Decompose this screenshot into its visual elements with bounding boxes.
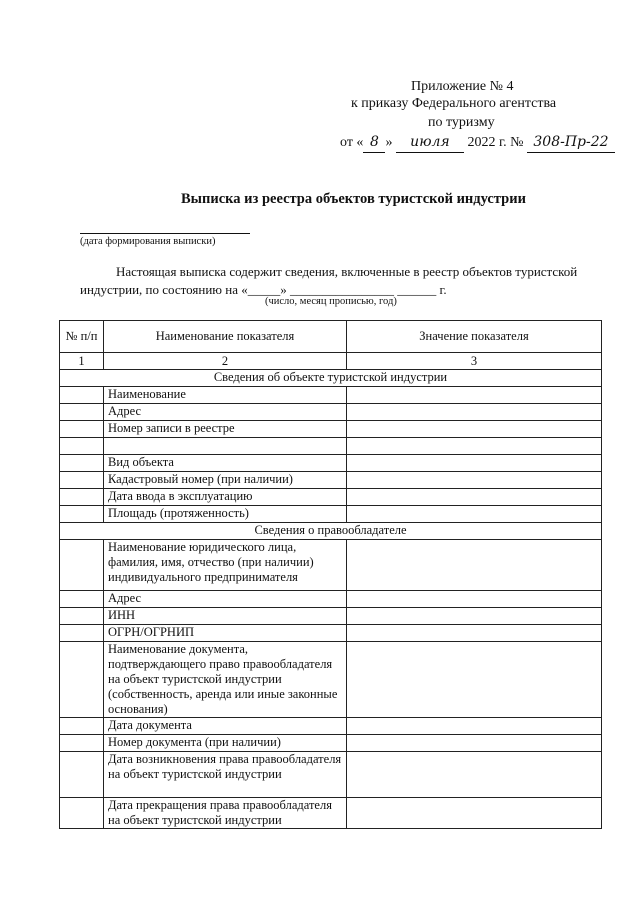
value-cell [347, 798, 602, 829]
table-row [60, 455, 602, 472]
value-cell [347, 608, 602, 625]
table-row [60, 625, 602, 642]
table-row [60, 798, 602, 829]
number-cell [60, 540, 104, 591]
value-cell [347, 540, 602, 591]
section-title: Сведения о правообладателе [60, 523, 602, 540]
column-number: 2 [104, 353, 347, 370]
value-cell [347, 642, 602, 718]
indicator-cell: Адрес [104, 591, 347, 608]
number-cell [60, 438, 104, 455]
formation-date-line [80, 233, 250, 234]
handwritten-order-number: 308-Пр-22 [527, 133, 615, 153]
indicator-cell: Площадь (протяженность) [104, 506, 347, 523]
value-cell [347, 404, 602, 421]
indicator-cell: Номер записи в реестре [104, 421, 347, 438]
table-row [60, 752, 602, 798]
table-row [60, 608, 602, 625]
indicator-cell [104, 438, 347, 455]
indicator-cell: Вид объекта [104, 455, 347, 472]
number-cell [60, 608, 104, 625]
order-date-line [340, 133, 615, 153]
number-cell [60, 506, 104, 523]
date-year: 2022 г. № [467, 135, 524, 150]
indicator-cell: Номер документа (при наличии) [104, 735, 347, 752]
indicator-cell: ОГРН/ОГРНИП [104, 625, 347, 642]
table-row [60, 404, 602, 421]
number-cell [60, 387, 104, 404]
handwritten-month: июля [396, 133, 464, 153]
date-format-hint: (число, месяц прописью, год) [265, 296, 397, 307]
indicator-cell: Наименование [104, 387, 347, 404]
table-row [60, 642, 602, 718]
indicator-cell: Дата прекращения права правообладателя на объект туристской индустрии [104, 798, 347, 829]
indicator-cell: Дата документа [104, 718, 347, 735]
number-cell [60, 455, 104, 472]
indicator-cell: Наименование юридического лица, фамилия, имя, отчество (при наличии) индивидуального предпринимателя [104, 540, 347, 591]
statement-line2: индустрии, по состоянию на «_____» ________________ ______ г. [80, 282, 447, 297]
agency-tourism: по туризму [428, 115, 495, 130]
section-row-object [60, 370, 602, 387]
value-cell [347, 472, 602, 489]
number-cell [60, 591, 104, 608]
value-cell [347, 387, 602, 404]
number-cell [60, 625, 104, 642]
value-cell [347, 438, 602, 455]
header-indicator-name: Наименование показателя [104, 321, 347, 353]
column-number: 1 [60, 353, 104, 370]
table-row [60, 472, 602, 489]
value-cell [347, 455, 602, 472]
column-number-row [60, 353, 602, 370]
table-row [60, 506, 602, 523]
table-row [60, 735, 602, 752]
appendix-number: Приложение № 4 [411, 79, 514, 94]
value-cell [347, 591, 602, 608]
table-row [60, 438, 602, 455]
number-cell [60, 718, 104, 735]
section-row-owner [60, 523, 602, 540]
value-cell [347, 489, 602, 506]
value-cell [347, 506, 602, 523]
header-number: № п/п [60, 321, 104, 353]
table-row [60, 489, 602, 506]
statement-line1: Настоящая выписка содержит сведения, включенные в реестр объектов туристской [116, 264, 578, 279]
number-cell [60, 421, 104, 438]
number-cell [60, 404, 104, 421]
value-cell [347, 735, 602, 752]
indicator-cell: Кадастровый номер (при наличии) [104, 472, 347, 489]
header-indicator-value: Значение показателя [347, 321, 602, 353]
number-cell [60, 752, 104, 798]
table-row [60, 540, 602, 591]
table-header-row [60, 321, 602, 353]
number-cell [60, 472, 104, 489]
indicator-cell: Адрес [104, 404, 347, 421]
formation-date-label: (дата формирования выписки) [80, 236, 216, 247]
table-row [60, 591, 602, 608]
value-cell [347, 718, 602, 735]
number-cell [60, 798, 104, 829]
handwritten-day: 8 [363, 133, 385, 153]
number-cell [60, 735, 104, 752]
document-title: Выписка из реестра объектов туристской индустрии [181, 191, 526, 207]
table-row [60, 387, 602, 404]
section-title: Сведения об объекте туристской индустрии [60, 370, 602, 387]
date-mid: » [385, 135, 393, 150]
value-cell [347, 625, 602, 642]
column-number: 3 [347, 353, 602, 370]
value-cell [347, 421, 602, 438]
number-cell [60, 489, 104, 506]
number-cell [60, 642, 104, 718]
indicator-cell: Дата ввода в эксплуатацию [104, 489, 347, 506]
indicator-cell: ИНН [104, 608, 347, 625]
date-prefix: от « [340, 135, 364, 150]
indicator-cell: Наименование документа, подтверждающего право правообладателя на объект туристской индустрии (собственность, аренда или иные законные основания) [104, 642, 347, 718]
indicator-cell: Дата возникновения права правообладателя на объект туристской индустрии [104, 752, 347, 798]
register-table [59, 320, 602, 829]
order-reference: к приказу Федерального агентства [351, 96, 557, 111]
table-row [60, 718, 602, 735]
table-row [60, 421, 602, 438]
value-cell [347, 752, 602, 798]
